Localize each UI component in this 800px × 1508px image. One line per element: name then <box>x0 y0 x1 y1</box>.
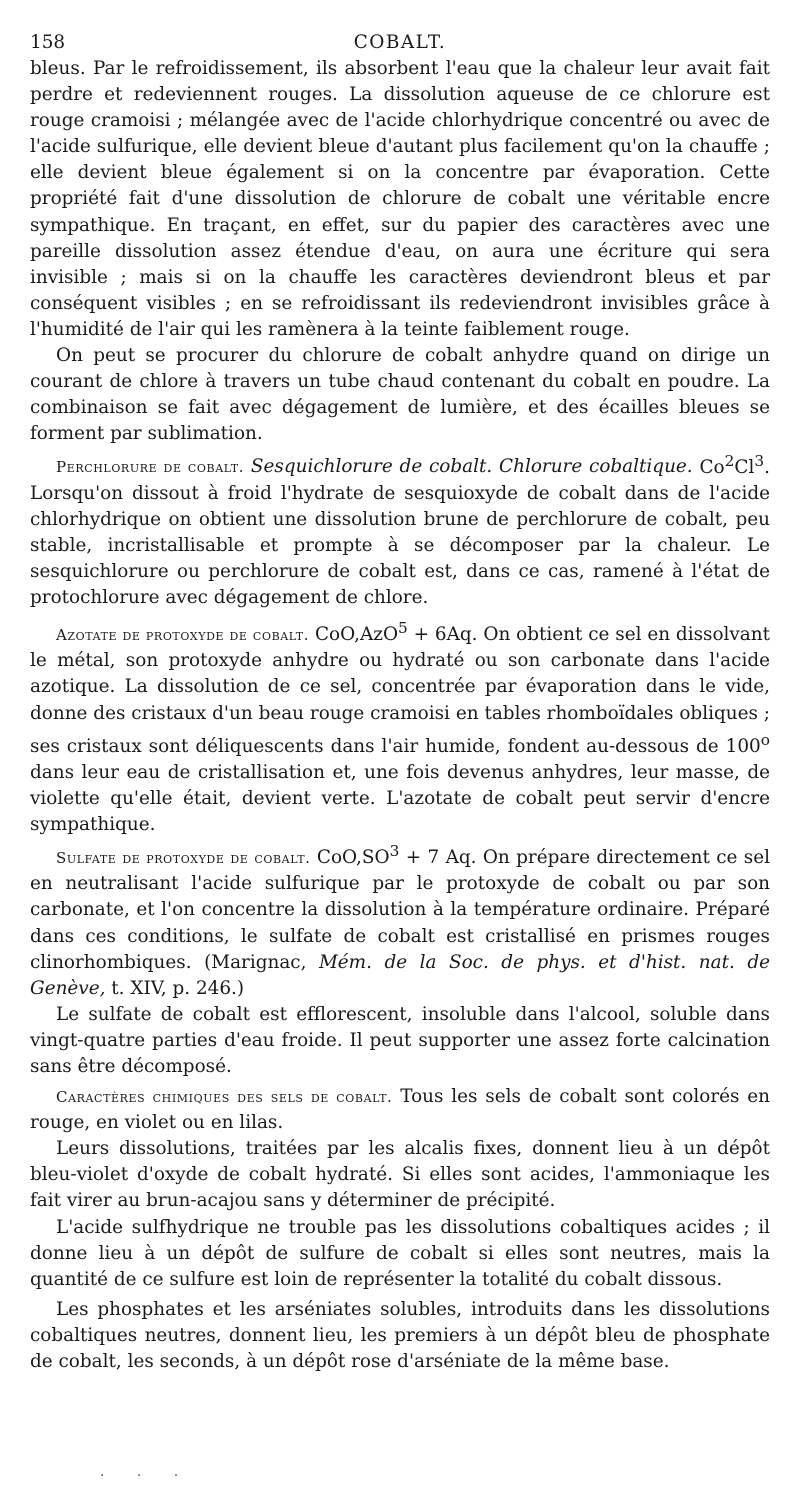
paragraph-azotate <box>30 615 770 838</box>
scan-marks: · · · <box>100 1468 193 1484</box>
page <box>30 30 770 1375</box>
paragraph-caracteres <box>30 1084 770 1136</box>
paragraph-sulfate <box>30 838 770 1002</box>
running-head <box>30 30 770 56</box>
body-text: Lorsqu'on dissout à froid l'hydrate de sesquioxyde de cobalt dans de l'acide chlorhydrique on obtient une dissolution brune de perchlorure de cobalt, peu stable, incristallisable et prompte à se décomposer par la chaleur. Le sesquichlorure ou perchlorure de cobalt est, dans ce cas, ramené à l'état de protochlorure avec dégagement de chlore. <box>30 482 770 608</box>
paragraph-perchlorure <box>30 447 770 611</box>
paragraph-phosphates: Les phosphates et les arséniates solubles, introduits dans les dissolutions cobaltiques neutres, donnent lieu, les premiers à un dépôt bleu de phosphate de cobalt, les seconds, à un dépôt rose d'arséniate de la même base. <box>30 1298 770 1372</box>
citation-title: Mém. de la Soc. de phys. et d'hist. nat. de Genève, <box>30 951 770 999</box>
synonyms-perchlorure: Sesquichlorure de cobalt. Chlorure cobaltique. <box>250 456 693 478</box>
paragraph-alcalis: Leurs dissolutions, traitées par les alcalis fixes, donnent lieu à un dépôt bleu-violet d'oxyde de cobalt hydraté. Si elles sont acides, l'ammoniaque les fait virer au brun-acajou sans y déterminer de précipité. <box>30 1138 770 1212</box>
paragraph-continuation: bleus. Par le refroidissement, ils absorbent l'eau que la chaleur leur avait fait perdre et redeviennent rouges. La dissolution aqueuse de ce chlorure est rouge cramoisi ; mélangée avec de l'acide chlorhydrique concentré ou avec de l'acide sulfurique, elle devient bleue d'autant plus facilement qu'on la chauffe ; elle devient bleue également si on la concentre par évaporation. Cette propriété fait d'une dissolution de chlorure de cobalt une véritable encre sympathique. En traçant, en effet, sur du papier des caractères avec une pareille dissolution assez étendue d'eau, on aura une écriture qui sera invisible ; mais si on la chauffe les caractères deviendront bleus et par conséquent visibles ; en se refroidissant ils redeviendront invisibles grâce à l'humidité de l'air qui les ramènera à la teinte faiblement rouge. <box>30 58 770 340</box>
paragraph-anhydrous-chloride: On peut se procurer du chlorure de cobalt anhydre quand on dirige un courant de chlore à travers un tube chaud contenant du cobalt en poudre. La combinaison se fait avec dégagement de lumière, et des écailles bleues se forment par sublimation. <box>30 345 770 445</box>
body-text: On prépare directement ce sel en neutralisant l'acide sulfurique par le protoxyde de cobalt ou par son carbonate, et l'on concentre la dissolution à la température ordinaire. Préparé dans ces conditions, le sulfate de cobalt est cristallisé en prismes rouges clinorhombiques. (Marignac, <box>30 847 770 973</box>
body-text: On obtient ce sel en dissolvant le métal, son protoxyde anhydre ou hydraté ou son carbonate dans l'acide azotique. La dissolution de ce sel, concentrée par évaporation dans le vide, donne des cristaux d'un beau rouge cramoisi en tables rhomboïdales obliques ; ses cristaux sont déliquescents dans l'air humide, fondent au-dessous de 100 <box>30 624 770 757</box>
formula-perchlorure: Co$^2$Cl$^3$. <box>699 451 770 478</box>
paragraph-sulfhydrique: L'acide sulfhydrique ne trouble pas les dissolutions cobaltiques acides ; il donne lieu à un dépôt de sulfure de cobalt si elles sont neutres, mais la quantité de ce sulfure est loin de représenter la totalité du cobalt dissous. <box>30 1216 770 1290</box>
citation-volume: t. XIV, p. 246.) <box>111 977 245 999</box>
body-text: Tous les sels de cobalt sont colorés en rouge, en violet ou en lilas. <box>30 1086 770 1134</box>
formula-azotate: CoO,AzO$^5$ + 6Aq. <box>314 619 478 646</box>
section-heading-azotate: Azotate de protoxyde de cobalt. <box>56 626 310 645</box>
body-text: dans leur eau de cristallisation et, une fois devenus anhydres, leur masse, de violette qu'elle était, devient verte. L'azotate de cobalt peut servir d'encre sympathique. <box>30 761 770 835</box>
degree-mark: o <box>760 730 770 749</box>
section-heading-caracteres: Caractères chimiques des sels de cobalt. <box>56 1088 393 1107</box>
page-number: 158 <box>30 32 66 53</box>
running-title: COBALT. <box>353 32 447 53</box>
section-heading-perchlorure: Perchlorure de cobalt. <box>56 458 245 477</box>
paragraph-sulfate-properties: Le sulfate de cobalt est efflorescent, insoluble dans l'alcool, soluble dans vingt-quatre parties d'eau froide. Il peut supporter une assez forte calcination sans être décomposé. <box>30 1003 770 1077</box>
section-heading-sulfate: Sulfate de protoxyde de cobalt. <box>56 849 311 868</box>
formula-sulfate: $CoO,SO^3 + 7$ Aq. <box>316 842 477 869</box>
